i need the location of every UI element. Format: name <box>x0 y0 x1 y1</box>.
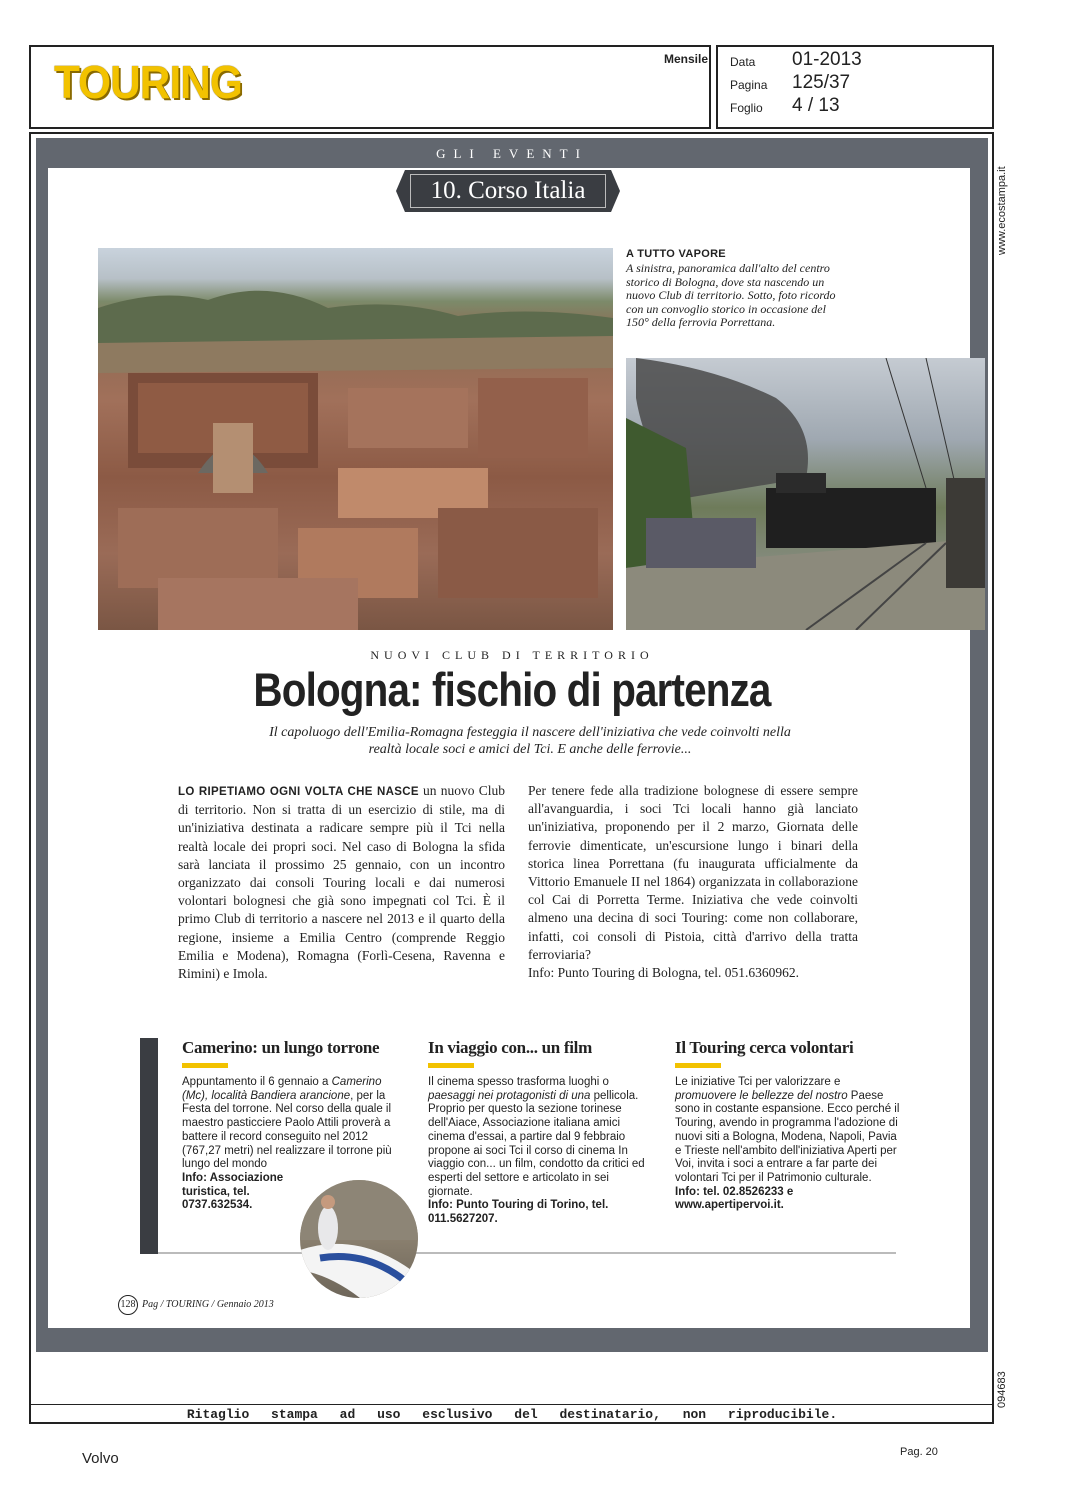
ritaglio-notice: Ritaglio stampa ad uso esclusivo del destinatario, non riproducibile. <box>30 1404 994 1425</box>
article-dek: Il capoluogo dell'Emilia-Romagna festeggia il nascere dell'iniziativa che vede coinvolti nella realtà locale soci e amici del Tci. E anche delle ferrovie... <box>269 725 791 757</box>
page-number: 128 <box>118 1295 138 1315</box>
data-value: 01-2013 <box>792 49 862 70</box>
box-bottom-rule <box>158 1252 896 1254</box>
folio-text: Pag / TOURING / Gennaio 2013 <box>142 1299 274 1310</box>
article-column-2-text: Per tenere fede alla tradizione bolognese di essere sempre all'avanguardia, i soci Tci locali hanno già lanciato un'iniziativa, proponendo per il 2 marzo, Giornata delle ferrovie dimenticate, un'escursione lungo i binari della storica linea Porrettana (fu inaugurata ufficialmente da Vittorio Emanuele II nel 1864) organizzata in collaborazione col Cai di Porretta Terme. Iniziativa che vede coinvolti almeno una decina di soci Touring: come non collaborare, infatti, coi consoli di Pistoia, città d'arrivo della tratta ferroviaria? <box>528 783 858 962</box>
box-info: Info: Associazione turistica, tel. 0737.632534. <box>182 1171 284 1212</box>
article-column-2 <box>528 782 858 982</box>
article-headline: Bologna: fischio di partenza <box>253 663 771 716</box>
bologna-panorama-photo <box>98 248 613 630</box>
section-label: GLI EVENTI <box>436 146 588 161</box>
box-rule <box>428 1063 474 1068</box>
box-film <box>428 1038 653 1227</box>
box-side-bar <box>140 1038 158 1254</box>
foglio-label: Foglio <box>730 101 763 115</box>
caption-title: A TUTTO VAPORE <box>626 248 726 260</box>
steam-train-illustration <box>626 358 985 630</box>
box-title: Il Touring cerca volontari <box>675 1038 854 1057</box>
article-column-1-text: un nuovo Club di territorio. Non si tratta di un esercizio di stile, ma di un'iniziativa destinata a radicare sempre più il Tci nella realtà locale dei propri soci. Nel caso di Bologna la sfida sarà lanciata il prossimo 25 gennaio, con un incontro organizzato dai consoli Touring locali e dai numerosi volontari bolognesi che già sono impegnati col Tci. È il primo Club di territorio a nascere nel 2013 e il quarto della regione, insieme a Emilia Centro (comprende Reggio Emilia e Modena), Romagna (Forlì-Cesena, Ravenna e Rimini) e Imola. <box>178 783 505 982</box>
side-url: www.ecostampa.it <box>996 166 1008 255</box>
caption-text: A sinistra, panoramica dall'alto del centro storico di Bologna, dove sta nascendo un nuovo Club di territorio. Sotto, foto ricordo con un convoglio storico in occasione del 150° della ferrovia Porrettana. <box>626 261 836 329</box>
box-text: Le iniziative Tci per valorizzare e promuovere le bellezze del nostro Paese sono in costante espansione. Ecco perché il Touring, avendo in programma l'adozione di nuovi siti a Bologna, Modena, Napoli, Pavia e Trieste nell'ambito dell'iniziativa Aperti per Voi, invita i soci a entrare a far parte dei volontari Tci per il Patrimonio culturale. <box>675 1076 900 1184</box>
article-column-2-info: Info: Punto Touring di Bologna, tel. 051.6360962. <box>528 965 800 981</box>
periodicity-label: Mensile <box>664 52 709 66</box>
page-folio <box>118 1295 274 1315</box>
footer-client: Volvo <box>82 1450 119 1467</box>
box-volontari <box>675 1038 900 1213</box>
torrone-illustration <box>300 1180 418 1298</box>
box-info: Info: tel. 02.8526233 e www.apertipervoi.it. <box>675 1185 794 1212</box>
footer-page: Pag. 20 <box>900 1446 938 1458</box>
box-text: Appuntamento il 6 gennaio a Camerino (Mc), località Bandiera arancione, per la Festa del torrone. Nel corso della quale il maestro pasticciere Paolo Attili proverà a battere il record conseguito nel 2012 (767,27 metri) nel realizzare il torrone più lungo del mondo <box>182 1076 392 1171</box>
box-rule <box>675 1063 721 1068</box>
data-label: Data <box>730 55 756 69</box>
torrone-photo <box>300 1180 418 1298</box>
article-lead: LO RIPETIAMO OGNI VOLTA CHE NASCE <box>178 786 419 798</box>
box-rule <box>182 1063 228 1068</box>
box-info: Info: Punto Touring di Torino, tel. 011.5627207. <box>428 1199 609 1226</box>
article-kicker: NUOVI CLUB DI TERRITORIO <box>370 648 654 662</box>
foglio-value: 4 / 13 <box>792 95 840 116</box>
bologna-panorama-illustration <box>98 248 613 630</box>
box-text: Il cinema spesso trasforma luoghi o paesaggi nei protagonisti di una pellicola. Proprio per questo la sezione torinese dell'Aiace, Associazione italiana amici cinema d'essai, a partire dal 9 febbraio propone ai soci Tci il corso di cinema In viaggio con... un film, condotto da critici ed esperti del settore e articolato in sei giornate. <box>428 1076 645 1198</box>
section-tag: 10. Corso Italia <box>410 174 606 208</box>
touring-logo: TOURING <box>54 56 242 108</box>
pagina-value: 125/37 <box>792 72 851 93</box>
box-title: In viaggio con... un film <box>428 1038 592 1057</box>
steam-train-photo <box>626 358 985 630</box>
pagina-label: Pagina <box>730 78 768 92</box>
article-column-1 <box>178 782 505 983</box>
box-title: Camerino: un lungo torrone <box>182 1038 380 1057</box>
